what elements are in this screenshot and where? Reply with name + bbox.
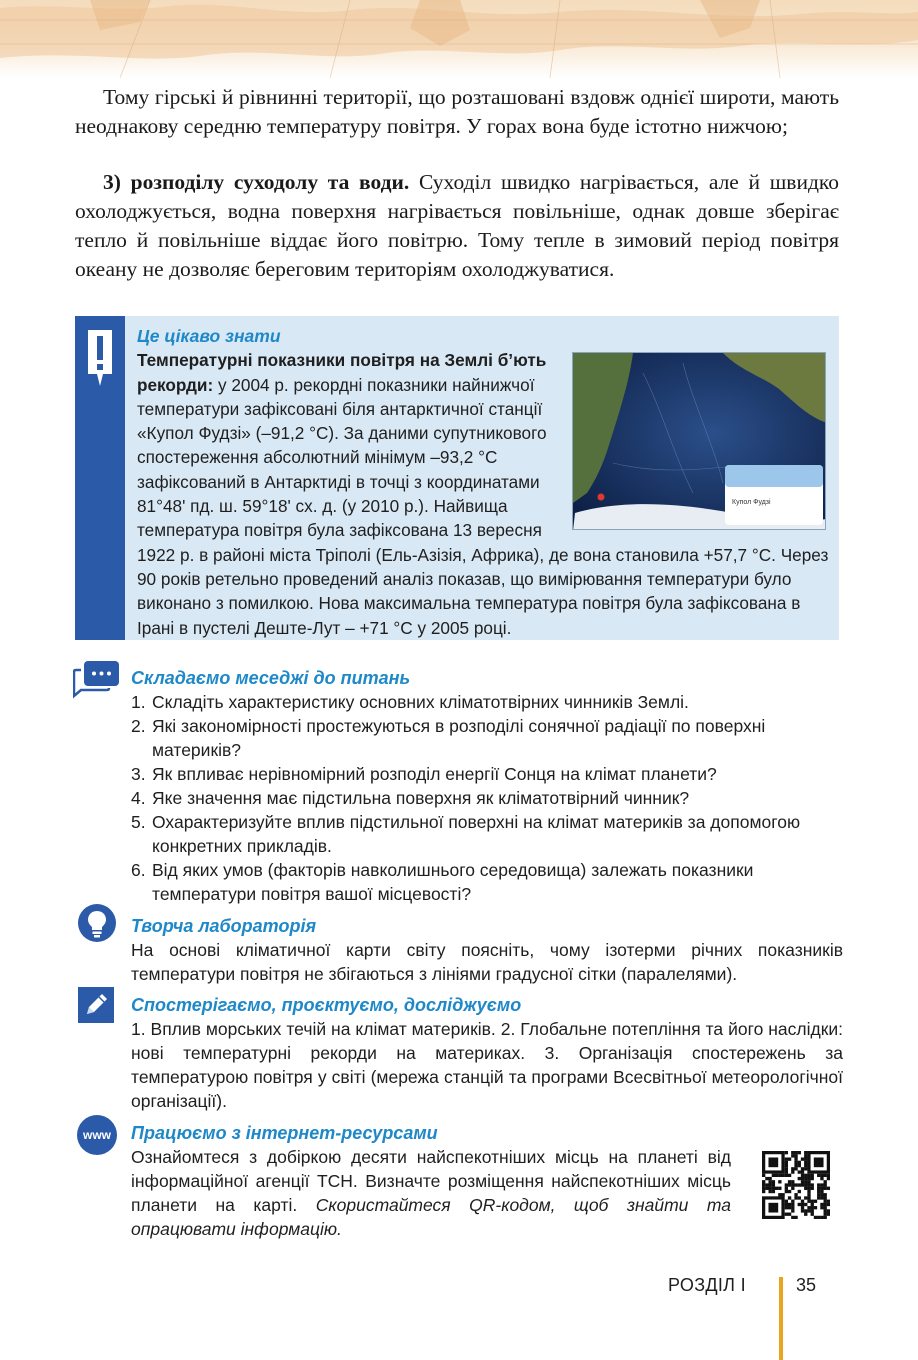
paragraph-land-water-lead: 3) розподілу суходолу та води. [103, 170, 410, 194]
question-number: 3. [131, 764, 146, 784]
questions-list [131, 690, 843, 906]
internet-italic: Скористайтеся QR-кодом, щоб знайти та опрацювати інформацію. [131, 1195, 731, 1239]
question-item [131, 714, 843, 762]
question-number: 6. [131, 860, 146, 880]
lightbulb-icon [77, 903, 117, 943]
questions-section [131, 666, 843, 906]
question-text: Охарактеризуйте вплив підстильної поверхні на клімат материків за допомогою конкретних прикладів. [152, 812, 801, 856]
info-bold-lead: Температурні показники повітря на Землі б’ють рекорди: [137, 350, 547, 395]
question-number: 4. [131, 788, 146, 808]
page-number: 35 [796, 1275, 817, 1295]
paragraph-terrain [75, 83, 839, 141]
section-label: РОЗДІЛ I [668, 1275, 746, 1295]
internet-text [131, 1145, 731, 1241]
info-heading: Це цікаво знати [137, 326, 281, 346]
research-title: Спостерігаємо, проєктуємо, досліджуємо [131, 995, 522, 1015]
www-icon: www [77, 1115, 117, 1155]
chat-bubble-icon [73, 660, 121, 702]
question-item [131, 786, 843, 810]
qr-code-icon[interactable] [762, 1151, 830, 1219]
creative-lab-section [131, 914, 843, 986]
internet-body: Ознайомтеся з добіркою десяти найспекотніших місць на планеті від інформаційної агенції ТСН. Визначте розміщення найспекотніших місць планети на карті. [131, 1147, 731, 1215]
question-text: Від яких умов (факторів навколишнього середовища) залежать показники температури повітря вашої місцевості? [152, 860, 754, 904]
paragraph-land-water-text: Суходіл швидко нагрівається, але й швидко охолоджується, водна поверхня нагрівається повільніше, однак довше зберігає тепло й повільніше віддає його повітрю. Тому тепле в зимовий період повітря океану не дозволяє береговим територіям охолоджуватися. [75, 170, 839, 281]
research-section [131, 993, 843, 1113]
questions-title: Складаємо меседжі до питань [131, 668, 411, 688]
header-map-decoration [0, 0, 918, 78]
lab-title: Творча лабораторія [131, 916, 317, 936]
question-text: Які закономірності простежуються в розподілі сонячної радіації по поверхні материків? [152, 716, 766, 760]
info-body: у 2004 р. рекордні показники найнижчої температури зафіксовані біля антарктичної станції «Купол Фудзі» (–91,2 °С). За даними супутникового спостереження абсолютний мінімум –93,2 °С зафіксований в Антарктиді в точці з координатами 81°48' пд. ш. 59°18' сх. д. (у 2010 р.). Найвища температура повітря була зафіксована 13 вересня 1922 р. в районі міста Тріполі (Ель-Азізія, Африка), де вона становила +57,7 °С. Через 90 років ретельно проведений аналіз показав, що вимірювання температури було виконано з помилкою. Нова максимальна температура повітря була зафіксована в Ірані в пустелі Деште-Лут – +71 °С у 2005 році. [137, 374, 829, 638]
question-number: 2. [131, 716, 146, 736]
paragraph-terrain-text: Тому гірські й рівнинні території, що розташовані вздовж однієї широти, мають неоднакову середню температуру повітря. У горах вона буде істотно нижчою; [75, 85, 839, 138]
info-text [137, 324, 837, 640]
internet-title: Працюємо з інтернет-ресурсами [131, 1123, 438, 1143]
question-number: 1. [131, 692, 146, 712]
question-text: Як впливає нерівномірний розподіл енергії Сонця на клімат планети? [152, 764, 717, 784]
research-text: 1. Вплив морських течій на клімат материків. 2. Глобальне потепління та його наслідки: нові температурні рекорди на материках. 3. Організація спостережень за температурою повітря у світі (мережа станцій та програми Всесвітньої метеорологічної організації). [131, 1019, 843, 1111]
question-text: Яке значення має підстильна поверхня як кліматотвірний чинник? [152, 788, 690, 808]
pencil-icon [78, 987, 114, 1023]
lab-text: На основі кліматичної карти світу поясніть, чому ізотерми річних показників температури повітря не збігаються з лініями градусної сітки (паралелями). [131, 940, 843, 984]
question-text: Складіть характеристику основних кліматотвірних чинників Землі. [152, 692, 689, 712]
internet-section [131, 1121, 731, 1241]
map-card-title: Купол Фудзі [732, 499, 771, 507]
question-item [131, 810, 843, 858]
footer-accent-bar [779, 1277, 783, 1360]
question-item [131, 690, 843, 714]
satellite-map-image [572, 352, 826, 530]
question-number: 5. [131, 812, 146, 832]
info-stripe [75, 316, 125, 640]
question-item [131, 858, 843, 906]
question-item [131, 762, 843, 786]
exclamation-icon [86, 328, 114, 390]
paragraph-land-water [75, 168, 839, 284]
did-you-know-box [75, 316, 839, 640]
